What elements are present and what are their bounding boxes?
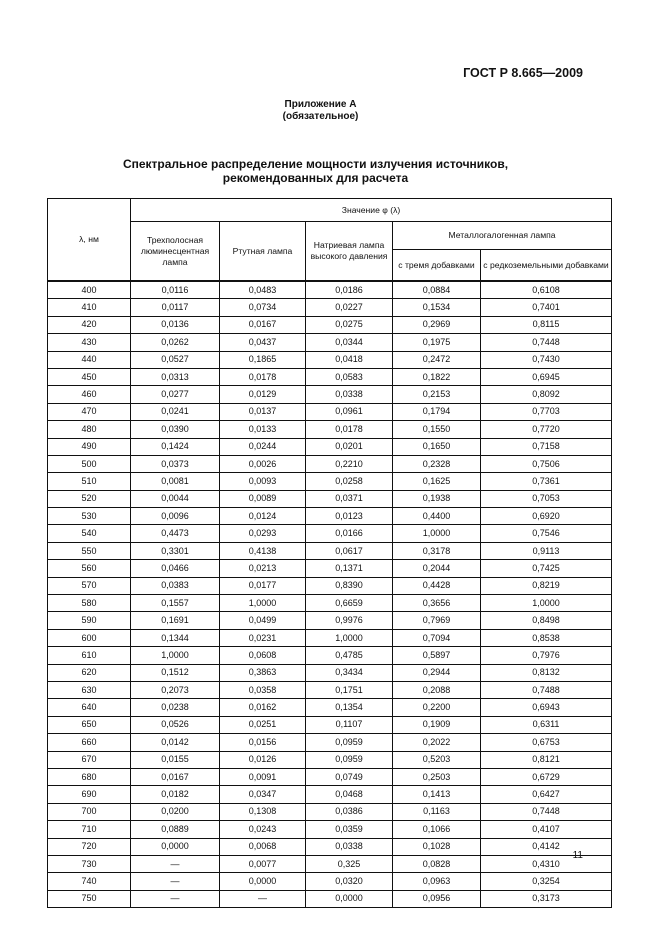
header-wavelength: λ, нм <box>48 199 131 282</box>
cell-wavelength: 700 <box>48 803 131 820</box>
header-sodium: Натриевая лампа высокого давления <box>306 222 393 282</box>
cell-mercury: 0,0126 <box>220 751 306 768</box>
cell-mercury: 0,0000 <box>220 873 306 890</box>
cell-three-additives: 0,1975 <box>393 334 481 351</box>
annex-status: (обязательное) <box>282 111 359 122</box>
cell-three-additives: 0,2044 <box>393 560 481 577</box>
cell-wavelength: 620 <box>48 664 131 681</box>
cell-wavelength: 740 <box>48 873 131 890</box>
table-row <box>48 368 612 385</box>
cell-rare-earth: 0,7506 <box>481 455 612 472</box>
cell-wavelength: 590 <box>48 612 131 629</box>
cell-rare-earth: 0,7488 <box>481 681 612 698</box>
cell-tri-band: 0,0466 <box>131 560 220 577</box>
cell-wavelength: 410 <box>48 299 131 316</box>
cell-tri-band: 0,0527 <box>131 351 220 368</box>
cell-tri-band: 0,0136 <box>131 316 220 333</box>
cell-mercury: 0,0608 <box>220 647 306 664</box>
cell-rare-earth: 0,6427 <box>481 786 612 803</box>
cell-mercury: 0,4138 <box>220 542 306 559</box>
cell-tri-band: 0,0390 <box>131 421 220 438</box>
cell-mercury: 0,0499 <box>220 612 306 629</box>
cell-rare-earth: 0,6729 <box>481 768 612 785</box>
cell-sodium: 0,0959 <box>306 751 393 768</box>
cell-sodium: 0,4785 <box>306 647 393 664</box>
cell-tri-band: — <box>131 873 220 890</box>
table-row <box>48 281 612 299</box>
table-row <box>48 734 612 751</box>
cell-rare-earth: 0,8498 <box>481 612 612 629</box>
cell-rare-earth: 0,7720 <box>481 421 612 438</box>
cell-sodium: 0,0166 <box>306 525 393 542</box>
cell-rare-earth: 0,7976 <box>481 647 612 664</box>
cell-mercury: 0,0231 <box>220 629 306 646</box>
cell-rare-earth: 0,8219 <box>481 577 612 594</box>
cell-tri-band: 0,2073 <box>131 681 220 698</box>
cell-mercury: 0,0091 <box>220 768 306 785</box>
cell-three-additives: 0,1028 <box>393 838 481 855</box>
cell-three-additives: 0,0828 <box>393 855 481 872</box>
cell-sodium: 0,0468 <box>306 786 393 803</box>
cell-mercury: 0,0178 <box>220 368 306 385</box>
cell-rare-earth: 0,3254 <box>481 873 612 890</box>
cell-tri-band: 0,0200 <box>131 803 220 820</box>
cell-tri-band: 0,0383 <box>131 577 220 594</box>
cell-rare-earth: 0,7430 <box>481 351 612 368</box>
cell-rare-earth: 0,8121 <box>481 751 612 768</box>
cell-tri-band: 0,0889 <box>131 821 220 838</box>
standard-designation: ГОСТ Р 8.665—2009 <box>463 66 583 80</box>
cell-sodium: 0,0320 <box>306 873 393 890</box>
cell-tri-band: 0,1557 <box>131 595 220 612</box>
cell-rare-earth: 1,0000 <box>481 595 612 612</box>
header-tri-band: Трехполосная люминесцентная лампа <box>131 222 220 282</box>
cell-tri-band: 0,0142 <box>131 734 220 751</box>
cell-sodium: 0,0275 <box>306 316 393 333</box>
cell-tri-band: 0,0155 <box>131 751 220 768</box>
table-row <box>48 508 612 525</box>
header-value: Значение φ (λ) <box>131 199 612 222</box>
cell-mercury: 0,0251 <box>220 716 306 733</box>
cell-mercury: 0,0734 <box>220 299 306 316</box>
cell-sodium: 0,0418 <box>306 351 393 368</box>
cell-wavelength: 510 <box>48 473 131 490</box>
table-row <box>48 647 612 664</box>
cell-tri-band: 0,0167 <box>131 768 220 785</box>
cell-wavelength: 540 <box>48 525 131 542</box>
table-row <box>48 716 612 733</box>
table-row <box>48 473 612 490</box>
cell-tri-band: 0,0373 <box>131 455 220 472</box>
cell-wavelength: 730 <box>48 855 131 872</box>
cell-sodium: 0,0359 <box>306 821 393 838</box>
cell-tri-band: 0,4473 <box>131 525 220 542</box>
table-title-line2: рекомендованных для расчета <box>222 171 409 185</box>
cell-three-additives: 0,0963 <box>393 873 481 890</box>
cell-wavelength: 610 <box>48 647 131 664</box>
cell-wavelength: 400 <box>48 281 131 299</box>
cell-mercury: 0,0358 <box>220 681 306 698</box>
cell-rare-earth: 0,8538 <box>481 629 612 646</box>
table-row <box>48 838 612 855</box>
table-row <box>48 560 612 577</box>
cell-rare-earth: 0,6945 <box>481 368 612 385</box>
cell-three-additives: 0,2503 <box>393 768 481 785</box>
cell-sodium: 0,0344 <box>306 334 393 351</box>
cell-rare-earth: 0,7448 <box>481 803 612 820</box>
cell-tri-band: 0,1424 <box>131 438 220 455</box>
cell-wavelength: 660 <box>48 734 131 751</box>
cell-sodium: 0,0201 <box>306 438 393 455</box>
cell-mercury: 0,3863 <box>220 664 306 681</box>
cell-wavelength: 750 <box>48 890 131 907</box>
cell-sodium: 0,0959 <box>306 734 393 751</box>
cell-tri-band: 0,0526 <box>131 716 220 733</box>
cell-mercury: 0,0129 <box>220 386 306 403</box>
table-row <box>48 681 612 698</box>
cell-mercury: 0,0026 <box>220 455 306 472</box>
cell-sodium: 0,0178 <box>306 421 393 438</box>
cell-three-additives: 0,1938 <box>393 490 481 507</box>
cell-mercury: 0,0156 <box>220 734 306 751</box>
cell-sodium: 0,0583 <box>306 368 393 385</box>
cell-sodium: 0,0000 <box>306 890 393 907</box>
cell-sodium: 0,2210 <box>306 455 393 472</box>
cell-tri-band: 0,0117 <box>131 299 220 316</box>
table-row <box>48 786 612 803</box>
cell-rare-earth: 0,7361 <box>481 473 612 490</box>
cell-rare-earth: 0,7401 <box>481 299 612 316</box>
header-three-additives: с тремя добавками <box>393 250 481 282</box>
cell-wavelength: 470 <box>48 403 131 420</box>
cell-three-additives: 0,1550 <box>393 421 481 438</box>
table-row <box>48 542 612 559</box>
cell-wavelength: 430 <box>48 334 131 351</box>
cell-three-additives: 0,2944 <box>393 664 481 681</box>
page-number: 11 <box>572 850 583 861</box>
cell-rare-earth: 0,4142 <box>481 838 612 855</box>
cell-sodium: 0,0227 <box>306 299 393 316</box>
table-row <box>48 403 612 420</box>
cell-sodium: 0,9976 <box>306 612 393 629</box>
cell-tri-band: 0,1344 <box>131 629 220 646</box>
cell-wavelength: 690 <box>48 786 131 803</box>
cell-wavelength: 560 <box>48 560 131 577</box>
cell-rare-earth: 0,7158 <box>481 438 612 455</box>
cell-wavelength: 550 <box>48 542 131 559</box>
cell-rare-earth: 0,6311 <box>481 716 612 733</box>
cell-three-additives: 0,2022 <box>393 734 481 751</box>
cell-three-additives: 0,4400 <box>393 508 481 525</box>
cell-rare-earth: 0,7703 <box>481 403 612 420</box>
cell-wavelength: 500 <box>48 455 131 472</box>
cell-tri-band: 0,0044 <box>131 490 220 507</box>
cell-wavelength: 570 <box>48 577 131 594</box>
cell-wavelength: 440 <box>48 351 131 368</box>
cell-sodium: 0,3434 <box>306 664 393 681</box>
table-row <box>48 595 612 612</box>
cell-wavelength: 640 <box>48 699 131 716</box>
cell-three-additives: 0,2153 <box>393 386 481 403</box>
cell-mercury: 0,1308 <box>220 803 306 820</box>
cell-tri-band: 0,0238 <box>131 699 220 716</box>
cell-rare-earth: 0,6108 <box>481 281 612 299</box>
annex-heading <box>0 99 661 123</box>
table-row <box>48 455 612 472</box>
cell-rare-earth: 0,3173 <box>481 890 612 907</box>
cell-three-additives: 0,0884 <box>393 281 481 299</box>
cell-sodium: 0,325 <box>306 855 393 872</box>
cell-wavelength: 720 <box>48 838 131 855</box>
cell-three-additives: 0,2472 <box>393 351 481 368</box>
cell-sodium: 0,0961 <box>306 403 393 420</box>
cell-tri-band: 0,0277 <box>131 386 220 403</box>
cell-three-additives: 0,1794 <box>393 403 481 420</box>
cell-mercury: 0,0124 <box>220 508 306 525</box>
cell-sodium: 0,0386 <box>306 803 393 820</box>
table-row <box>48 803 612 820</box>
table-row <box>48 421 612 438</box>
cell-three-additives: 0,1413 <box>393 786 481 803</box>
cell-tri-band: 0,0116 <box>131 281 220 299</box>
cell-three-additives: 0,3656 <box>393 595 481 612</box>
cell-mercury: 0,0133 <box>220 421 306 438</box>
cell-wavelength: 600 <box>48 629 131 646</box>
cell-mercury: 1,0000 <box>220 595 306 612</box>
cell-wavelength: 710 <box>48 821 131 838</box>
table-row <box>48 768 612 785</box>
cell-sodium: 0,6659 <box>306 595 393 612</box>
table-row <box>48 699 612 716</box>
header-metal-halide: Металлогалогенная лампа <box>393 222 612 250</box>
cell-rare-earth: 0,6753 <box>481 734 612 751</box>
header-mercury: Ртутная лампа <box>220 222 306 282</box>
cell-mercury: 0,0162 <box>220 699 306 716</box>
cell-sodium: 0,0617 <box>306 542 393 559</box>
table-body <box>48 281 612 908</box>
cell-wavelength: 480 <box>48 421 131 438</box>
cell-sodium: 0,0749 <box>306 768 393 785</box>
cell-wavelength: 630 <box>48 681 131 698</box>
cell-rare-earth: 0,6920 <box>481 508 612 525</box>
cell-tri-band: 0,3301 <box>131 542 220 559</box>
cell-mercury: 0,0068 <box>220 838 306 855</box>
table-row <box>48 334 612 351</box>
cell-tri-band: 1,0000 <box>131 647 220 664</box>
cell-sodium: 0,0123 <box>306 508 393 525</box>
cell-rare-earth: 0,4107 <box>481 821 612 838</box>
cell-three-additives: 0,2328 <box>393 455 481 472</box>
table-row <box>48 612 612 629</box>
table-row <box>48 890 612 907</box>
cell-sodium: 0,0338 <box>306 838 393 855</box>
cell-mercury: 0,0293 <box>220 525 306 542</box>
cell-sodium: 0,1751 <box>306 681 393 698</box>
cell-wavelength: 520 <box>48 490 131 507</box>
table-title-line1: Спектральное распределение мощности излучения источников, <box>122 157 509 171</box>
cell-three-additives: 0,1909 <box>393 716 481 733</box>
table-row <box>48 490 612 507</box>
table-row <box>48 873 612 890</box>
cell-wavelength: 460 <box>48 386 131 403</box>
cell-tri-band: 0,0000 <box>131 838 220 855</box>
table-row <box>48 629 612 646</box>
cell-mercury: 0,0077 <box>220 855 306 872</box>
cell-sodium: 0,8390 <box>306 577 393 594</box>
cell-rare-earth: 0,7425 <box>481 560 612 577</box>
table-row <box>48 438 612 455</box>
header-rare-earth: с редкоземельными добавками <box>481 250 612 282</box>
cell-sodium: 0,0338 <box>306 386 393 403</box>
cell-wavelength: 680 <box>48 768 131 785</box>
cell-tri-band: — <box>131 855 220 872</box>
cell-mercury: 0,0089 <box>220 490 306 507</box>
cell-mercury: 0,0177 <box>220 577 306 594</box>
cell-tri-band: 0,0241 <box>131 403 220 420</box>
cell-mercury: 0,0213 <box>220 560 306 577</box>
cell-mercury: 0,0483 <box>220 281 306 299</box>
cell-three-additives: 0,2969 <box>393 316 481 333</box>
cell-wavelength: 490 <box>48 438 131 455</box>
cell-tri-band: 0,0313 <box>131 368 220 385</box>
table-row <box>48 386 612 403</box>
cell-mercury: 0,0244 <box>220 438 306 455</box>
cell-wavelength: 420 <box>48 316 131 333</box>
cell-sodium: 0,1354 <box>306 699 393 716</box>
cell-wavelength: 530 <box>48 508 131 525</box>
cell-sodium: 0,1371 <box>306 560 393 577</box>
table-title <box>0 157 661 185</box>
cell-tri-band: 0,0182 <box>131 786 220 803</box>
cell-three-additives: 0,1650 <box>393 438 481 455</box>
cell-three-additives: 0,0956 <box>393 890 481 907</box>
table-row <box>48 664 612 681</box>
cell-three-additives: 0,7094 <box>393 629 481 646</box>
cell-three-additives: 1,0000 <box>393 525 481 542</box>
cell-mercury: 0,0137 <box>220 403 306 420</box>
cell-three-additives: 0,2088 <box>393 681 481 698</box>
cell-three-additives: 0,4428 <box>393 577 481 594</box>
cell-rare-earth: 0,7448 <box>481 334 612 351</box>
cell-rare-earth: 0,8132 <box>481 664 612 681</box>
cell-tri-band: 0,1512 <box>131 664 220 681</box>
cell-mercury: 0,0093 <box>220 473 306 490</box>
cell-tri-band: 0,1691 <box>131 612 220 629</box>
cell-tri-band: 0,0262 <box>131 334 220 351</box>
cell-wavelength: 650 <box>48 716 131 733</box>
cell-wavelength: 670 <box>48 751 131 768</box>
table-row <box>48 577 612 594</box>
table-row <box>48 351 612 368</box>
cell-mercury: — <box>220 890 306 907</box>
cell-three-additives: 0,1822 <box>393 368 481 385</box>
table-row <box>48 855 612 872</box>
cell-rare-earth: 0,9113 <box>481 542 612 559</box>
cell-three-additives: 0,7969 <box>393 612 481 629</box>
cell-tri-band: 0,0096 <box>131 508 220 525</box>
table-row <box>48 316 612 333</box>
cell-mercury: 0,0347 <box>220 786 306 803</box>
cell-sodium: 0,0258 <box>306 473 393 490</box>
cell-tri-band: — <box>131 890 220 907</box>
cell-three-additives: 0,1625 <box>393 473 481 490</box>
cell-three-additives: 0,1066 <box>393 821 481 838</box>
cell-sodium: 0,0371 <box>306 490 393 507</box>
table-row <box>48 525 612 542</box>
table-row <box>48 299 612 316</box>
cell-three-additives: 0,2200 <box>393 699 481 716</box>
cell-three-additives: 0,5203 <box>393 751 481 768</box>
annex-title: Приложение А <box>284 99 357 110</box>
cell-rare-earth: 0,6943 <box>481 699 612 716</box>
cell-sodium: 0,1107 <box>306 716 393 733</box>
cell-mercury: 0,0167 <box>220 316 306 333</box>
cell-three-additives: 0,5897 <box>393 647 481 664</box>
cell-rare-earth: 0,8115 <box>481 316 612 333</box>
cell-three-additives: 0,1534 <box>393 299 481 316</box>
cell-mercury: 0,0243 <box>220 821 306 838</box>
cell-wavelength: 450 <box>48 368 131 385</box>
cell-rare-earth: 0,7053 <box>481 490 612 507</box>
table-row <box>48 751 612 768</box>
cell-tri-band: 0,0081 <box>131 473 220 490</box>
cell-mercury: 0,1865 <box>220 351 306 368</box>
cell-mercury: 0,0437 <box>220 334 306 351</box>
cell-wavelength: 580 <box>48 595 131 612</box>
cell-three-additives: 0,1163 <box>393 803 481 820</box>
cell-rare-earth: 0,7546 <box>481 525 612 542</box>
spectral-power-table <box>47 198 612 908</box>
cell-three-additives: 0,3178 <box>393 542 481 559</box>
cell-rare-earth: 0,4310 <box>481 855 612 872</box>
cell-sodium: 1,0000 <box>306 629 393 646</box>
cell-rare-earth: 0,8092 <box>481 386 612 403</box>
cell-sodium: 0,0186 <box>306 281 393 299</box>
table-row <box>48 821 612 838</box>
